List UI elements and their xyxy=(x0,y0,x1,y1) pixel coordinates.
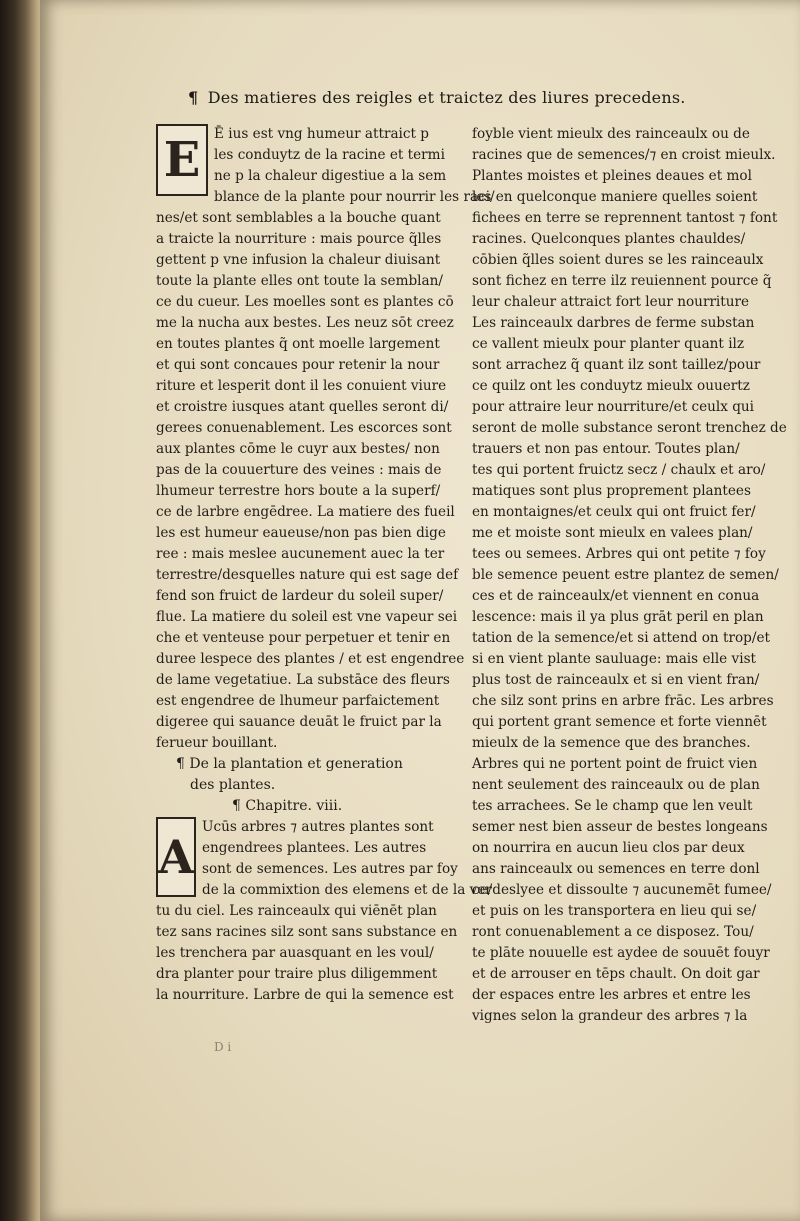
text-line: gerees conuenablement. Les escorces sont xyxy=(156,420,452,436)
text-line: de lame vegetatiue. La substāce des fleurs xyxy=(156,672,450,688)
text-line: tation de la semence/et si attend on trop/et xyxy=(472,630,770,646)
text-line: la nourriture. Larbre de qui la semence est xyxy=(156,987,454,1003)
text-line: en montaignes/et ceulx qui ont fruict fer/ xyxy=(472,504,756,520)
text-line: nent seulement des rainceaulx ou de plan xyxy=(472,777,760,793)
pilcrow-mark: ¶ xyxy=(188,88,199,107)
text-line: che et venteuse pour perpetuer et tenir en xyxy=(156,630,451,646)
text-line: de la commixtion des elemens et de la ver xyxy=(202,882,492,898)
text-line: sont de semences. Les autres par foy xyxy=(202,861,458,877)
text-line: les en quelconque maniere quelles soient xyxy=(472,189,758,205)
text-line: seront de molle substance seront trenchez de xyxy=(472,420,787,436)
chapter-heading: ¶ Chapitre. viii. xyxy=(232,798,343,814)
text-line: ce de larbre engēdree. La matiere des fueil xyxy=(156,504,455,520)
text-line: les est humeur eaueuse/non pas bien dige xyxy=(156,525,446,541)
text-line: flue. La matiere du soleil est vne vapeur sei xyxy=(156,609,458,625)
section-heading-cont: des plantes. xyxy=(190,777,276,793)
text-line: fichees en terre se reprennent tantost ⁊ font xyxy=(472,210,778,226)
text-line: ce/deslyee et dissoulte ⁊ aucunemēt fumee/ xyxy=(472,882,772,898)
text-line: mieulx de la semence que des branches. xyxy=(472,735,751,751)
text-line: ce du cueur. Les moelles sont es plantes cō xyxy=(156,294,454,310)
text-line: on nourrira en aucun lieu clos par deux xyxy=(472,840,745,856)
text-line: tes arrachees. Se le champ que len veult xyxy=(472,798,753,814)
text-line: te plāte nouuelle est aydee de souuēt fouyr xyxy=(472,945,770,961)
text-line: Les rainceaulx darbres de ferme substan xyxy=(472,315,755,331)
text-line: blance de la plante pour nourrir les raci/ xyxy=(214,189,495,205)
text-line: digeree qui sauance deuāt le fruict par la xyxy=(156,714,442,730)
text-line: aux plantes cōme le cuyr aux bestes/ non xyxy=(156,441,440,457)
text-line: ne p la chaleur digestiue a la sem xyxy=(214,168,447,184)
text-line: Plantes moistes et pleines deaues et mol xyxy=(472,168,752,184)
section-heading: ¶ De la plantation et generation xyxy=(176,756,403,772)
text-line: vignes selon la grandeur des arbres ⁊ la xyxy=(472,1008,748,1024)
text-line: Ucūs arbres ⁊ autres plantes sont xyxy=(202,819,434,835)
initial-letter-a: A xyxy=(156,817,196,897)
text-line: lhumeur terrestre hors boute a la superf/ xyxy=(156,483,441,499)
text-line: ce quilz ont les conduytz mieulx ouuertz xyxy=(472,378,750,394)
text-line: ferueur bouillant. xyxy=(156,735,278,751)
text-line: nes/et sont semblables a la bouche quant xyxy=(156,210,441,226)
text-line: engendrees plantees. Les autres xyxy=(202,840,427,856)
text-line: me et moiste sont mieulx en valees plan/ xyxy=(472,525,753,541)
text-line: est engendree de lhumeur parfaictement xyxy=(156,693,440,709)
text-line: tes qui portent fruictz secz / chaulx et aro/ xyxy=(472,462,766,478)
text-line: et de arrouser en tēps chault. On doit gar xyxy=(472,966,760,982)
text-line: gettent p vne infusion la chaleur diuisant xyxy=(156,252,441,268)
left-column xyxy=(156,124,495,1006)
text-line: toute la plante elles ont toute la semblan/ xyxy=(156,273,443,289)
text-line: et croistre iusques atant quelles seront di/ xyxy=(156,399,449,415)
right-column xyxy=(472,124,787,1027)
text-line: et qui sont concaues pour retenir la nour xyxy=(156,357,440,373)
text-line: racines. Quelconques plantes chauldes/ xyxy=(472,231,746,247)
text-line: ces et de rainceaulx/et viennent en conua xyxy=(472,588,760,604)
running-header xyxy=(188,88,728,107)
text-line: et puis on les transportera en lieu qui se/ xyxy=(472,903,757,919)
text-line: sont arrachez q̃ quant ilz sont taillez/pour xyxy=(472,357,761,373)
header-title: Des matieres des reigles et traictez des liures precedens. xyxy=(207,88,686,107)
text-line: terrestre/desquelles nature qui est sage def xyxy=(156,567,459,583)
text-line: leur chaleur attraict fort leur nourriture xyxy=(472,294,750,310)
text-line: semer nest bien asseur de bestes longeans xyxy=(472,819,768,835)
text-line: les trenchera par auasquant en les voul/ xyxy=(156,945,434,961)
text-line: ble semence peuent estre plantez de semen/ xyxy=(472,567,779,583)
text-line: si en vient plante sauluage: mais elle vist xyxy=(472,651,757,667)
text-line: me la nucha aux bestes. Les neuz sōt creez xyxy=(156,315,454,331)
text-line: ce vallent mieulx pour planter quant ilz xyxy=(472,336,745,352)
text-line: a traicte la nourriture : mais pource q̃lles xyxy=(156,231,442,247)
text-line: pas de la couuerture des veines : mais de xyxy=(156,462,442,478)
paragraph-planting xyxy=(156,817,492,1006)
text-line: cōbien q̃lles soient dures se les rainceaulx xyxy=(472,252,764,268)
text-line: plus tost de rainceaulx et si en vient fran/ xyxy=(472,672,760,688)
text-line: che silz sont prins en arbre frāc. Les arbres xyxy=(472,693,774,709)
text-line: ront conuenablement a ce disposez. Tou/ xyxy=(472,924,754,940)
text-line: foyble vient mieulx des rainceaulx ou de xyxy=(472,126,750,142)
paragraph-juice xyxy=(156,124,495,754)
text-line: racines que de semences/⁊ en croist mieulx. xyxy=(472,147,776,163)
text-line: dra planter pour traire plus diligemment xyxy=(156,966,438,982)
text-line: duree lespece des plantes / et est engendree xyxy=(156,651,465,667)
text-line: sont fichez en terre ilz reuiennent pource q̃ xyxy=(472,273,772,289)
signature-mark: D i xyxy=(214,1040,232,1054)
text-line: riture et lesperit dont il les conuient viure xyxy=(156,378,447,394)
text-line: tees ou semees. Arbres qui ont petite ⁊ foy xyxy=(472,546,766,562)
text-line: ree : mais meslee aucunement auec la ter xyxy=(156,546,445,562)
initial-letter-e: E xyxy=(156,124,208,196)
text-line: qui portent grant semence et forte viennēt xyxy=(472,714,767,730)
text-line: lescence: mais il ya plus grāt peril en plan xyxy=(472,609,764,625)
text-line: Arbres qui ne portent point de fruict vien xyxy=(472,756,758,772)
text-line: der espaces entre les arbres et entre les xyxy=(472,987,751,1003)
text-line: en toutes plantes q̃ ont moelle largement xyxy=(156,336,440,352)
text-line: les conduytz de la racine et termi xyxy=(214,147,445,163)
text-line: fend son fruict de lardeur du soleil super/ xyxy=(156,588,444,604)
text-line: tu du ciel. Les rainceaulx qui viēnēt plan xyxy=(156,903,437,919)
text-line: matiques sont plus proprement plantees xyxy=(472,483,751,499)
text-line: Ē ius est vng humeur attraict p xyxy=(214,126,430,142)
text-line: ans rainceaulx ou semences en terre donl xyxy=(472,861,760,877)
text-line: pour attraire leur nourriture/et ceulx qui xyxy=(472,399,755,415)
text-line: tez sans racines silz sont sans substance en xyxy=(156,924,458,940)
text-line: trauers et non pas entour. Toutes plan/ xyxy=(472,441,740,457)
